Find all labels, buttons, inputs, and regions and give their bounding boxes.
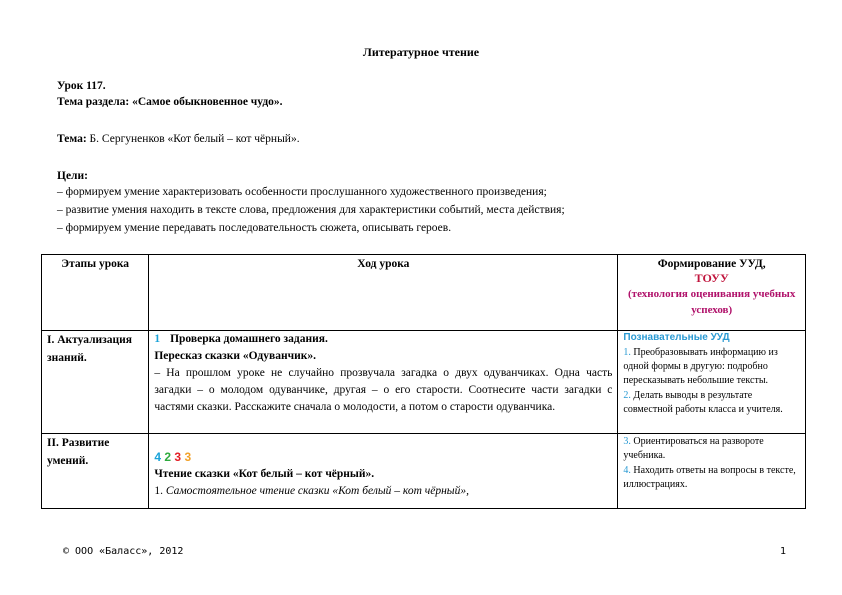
table-row [42, 434, 806, 509]
page-number: 1 [780, 546, 787, 557]
homework-check-label: Проверка домашнего задания. [170, 333, 328, 345]
header-formation-label: Формирование УУД, [657, 258, 766, 270]
lesson-table [41, 254, 806, 509]
udd-item: 2. Делать выводы в результате совместной работы класса и учителя. [623, 390, 783, 415]
udd-item: 3. Ориентироваться на развороте учебника. [623, 436, 764, 461]
goals-heading: Цели: [57, 170, 88, 182]
footer-copyright: © ООО «Баласс», 2012 [63, 546, 184, 557]
goal-item: – формируем умение характеризовать особенности прослушанного художественного произведения; [57, 186, 547, 198]
digit: 4 [154, 450, 162, 464]
course-cell [149, 331, 618, 434]
topic-label: Тема: [57, 133, 87, 145]
retell-title: Пересказ сказки «Одуванчик». [154, 350, 316, 362]
udd-cell [618, 434, 806, 509]
section-topic: Тема раздела: «Самое обыкновенное чудо». [57, 96, 283, 108]
lesson-number: Урок 117. [57, 80, 106, 92]
stage-cell: II. Развитие умений. [42, 434, 149, 509]
udd-title: Познавательные УУД [623, 332, 730, 343]
task-label: Самостоятельное чтение сказки «Кот белый – кот чёрный», [162, 485, 469, 497]
goal-item: – развитие умения находить в тексте слова, предложения для характеристики событий, места действия; [57, 204, 565, 216]
step-digits [154, 448, 612, 466]
digit: 2 [164, 450, 172, 464]
course-cell [149, 434, 618, 509]
table-row [42, 331, 806, 434]
udd-cell [618, 331, 806, 434]
stage-cell: I. Актуализация знаний. [42, 331, 149, 434]
lesson-topic [57, 131, 300, 147]
goal-item: – формируем умение передавать последовательность сюжета, описывать героев. [57, 222, 452, 234]
header-course: Ход урока [149, 255, 618, 331]
reading-title: Чтение сказки «Кот белый – кот чёрный». [154, 468, 375, 480]
udd-item: 1. Преобразовывать информацию из одной формы в другую: подробно пересказывать небольшие тексты. [623, 347, 778, 386]
table-header-row [42, 255, 806, 331]
header-stages: Этапы урока [42, 255, 149, 331]
udd-item: 4. Находить ответы на вопросы в тексте, иллюстрациях. [623, 465, 796, 490]
homework-check [154, 331, 612, 348]
digit: 3 [174, 450, 182, 464]
header-tooy-desc: (технология оценивания учебных успехов) [628, 288, 796, 316]
topic-value: Б. Сергуненков «Кот белый – кот чёрный». [86, 133, 300, 145]
task-text [154, 483, 612, 500]
header-formation [618, 255, 806, 331]
lesson-text: – На прошлом уроке не случайно прозвучала загадка о двух одуванчиках. Одна часть загадки – о молодом одуванчике, другая – о его старости. Соотнесите части загадки с частями сказки. Расскажите сначала о молодости, а потом о старости одуванчика. [154, 367, 613, 413]
step-number: 1 [154, 333, 161, 345]
task-number: 1. [154, 485, 163, 497]
page-title: Литературное чтение [362, 45, 480, 59]
digit: 3 [184, 450, 192, 464]
header-tooy: ТОУУ [694, 271, 729, 285]
